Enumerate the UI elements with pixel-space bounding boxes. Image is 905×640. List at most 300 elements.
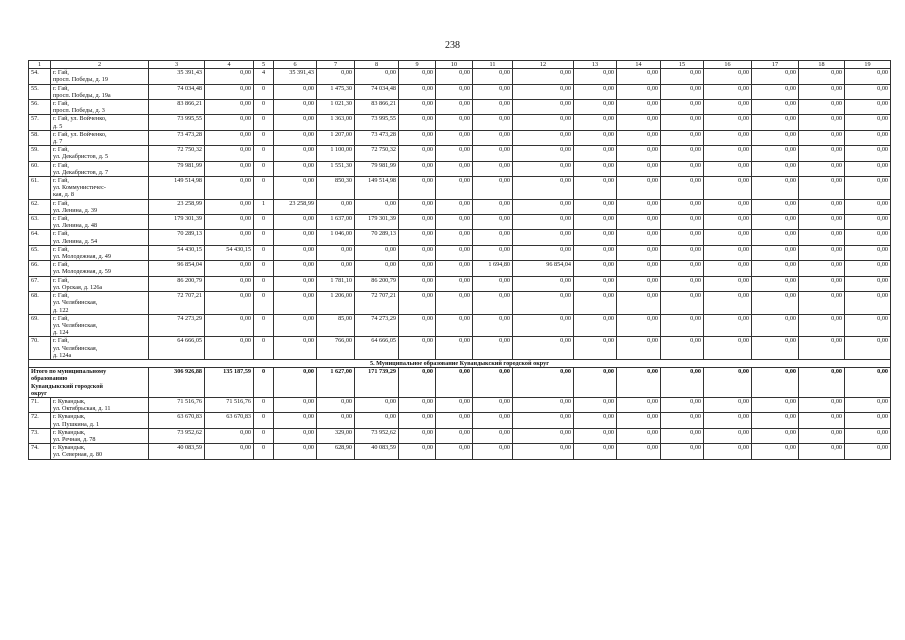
value-cell-c18: 0,00 — [799, 245, 845, 260]
value-cell-c3: 96 854,04 — [149, 261, 205, 276]
value-cell-c3: 63 670,83 — [149, 413, 205, 428]
value-cell-c8: 64 666,05 — [355, 337, 399, 360]
row-number: 58. — [29, 130, 51, 145]
address-cell: г. Гай, ул. Челябинская, д. 124а — [51, 337, 149, 360]
value-cell-c5: 0 — [254, 261, 274, 276]
value-cell-c3: 71 516,76 — [149, 397, 205, 412]
value-cell-c3: 79 981,99 — [149, 161, 205, 176]
total-value-c11: 0,00 — [473, 368, 513, 398]
value-cell-c3: 54 430,15 — [149, 245, 205, 260]
row-number: 66. — [29, 261, 51, 276]
value-cell-c16: 0,00 — [704, 413, 752, 428]
address-cell: г. Кувандык, ул. Речная, д. 78 — [51, 428, 149, 443]
value-cell-c4: 0,00 — [205, 337, 254, 360]
value-cell-c6: 0,00 — [274, 161, 317, 176]
value-cell-c16: 0,00 — [704, 115, 752, 130]
value-cell-c7: 766,00 — [317, 337, 355, 360]
value-cell-c14: 0,00 — [617, 261, 661, 276]
value-cell-c14: 0,00 — [617, 69, 661, 84]
value-cell-c19: 0,00 — [845, 428, 891, 443]
value-cell-c5: 0 — [254, 245, 274, 260]
value-cell-c6: 0,00 — [274, 261, 317, 276]
value-cell-c5: 0 — [254, 84, 274, 99]
value-cell-c6: 0,00 — [274, 276, 317, 291]
value-cell-c5: 0 — [254, 177, 274, 200]
table-row — [29, 100, 891, 115]
value-cell-c14: 0,00 — [617, 215, 661, 230]
column-number: 15 — [661, 61, 704, 69]
value-cell-c17: 0,00 — [752, 215, 799, 230]
value-cell-c13: 0,00 — [574, 276, 617, 291]
value-cell-c5: 0 — [254, 230, 274, 245]
value-cell-c15: 0,00 — [661, 84, 704, 99]
value-cell-c17: 0,00 — [752, 161, 799, 176]
total-value-c6: 0,00 — [274, 368, 317, 398]
row-number: 57. — [29, 115, 51, 130]
value-cell-c5: 0 — [254, 337, 274, 360]
column-number: 6 — [274, 61, 317, 69]
table-row — [29, 397, 891, 412]
value-cell-c6: 0,00 — [274, 245, 317, 260]
total-value-c10: 0,00 — [436, 368, 473, 398]
value-cell-c13: 0,00 — [574, 292, 617, 315]
column-number: 13 — [574, 61, 617, 69]
value-cell-c11: 0,00 — [473, 177, 513, 200]
value-cell-c16: 0,00 — [704, 161, 752, 176]
value-cell-c16: 0,00 — [704, 444, 752, 459]
address-cell: г. Гай, ул. Орская, д. 126а — [51, 276, 149, 291]
table-row — [29, 161, 891, 176]
row-number: 56. — [29, 100, 51, 115]
value-cell-c9: 0,00 — [399, 130, 436, 145]
row-number: 67. — [29, 276, 51, 291]
total-value-c9: 0,00 — [399, 368, 436, 398]
value-cell-c5: 0 — [254, 397, 274, 412]
value-cell-c14: 0,00 — [617, 199, 661, 214]
value-cell-c7: 0,00 — [317, 397, 355, 412]
value-cell-c19: 0,00 — [845, 100, 891, 115]
address-cell: г. Гай, ул. Ленина, д. 39 — [51, 199, 149, 214]
address-cell: г. Гай, ул. Декабристов, д. 7 — [51, 161, 149, 176]
value-cell-c8: 72 750,32 — [355, 146, 399, 161]
value-cell-c17: 0,00 — [752, 177, 799, 200]
value-cell-c17: 0,00 — [752, 100, 799, 115]
address-cell: г. Гай, ул. Челябинская, д. 124 — [51, 314, 149, 337]
value-cell-c10: 0,00 — [436, 337, 473, 360]
value-cell-c13: 0,00 — [574, 146, 617, 161]
value-cell-c13: 0,00 — [574, 397, 617, 412]
value-cell-c18: 0,00 — [799, 413, 845, 428]
total-value-c12: 0,00 — [513, 368, 574, 398]
table-row — [29, 444, 891, 459]
table-row — [29, 215, 891, 230]
value-cell-c11: 0,00 — [473, 130, 513, 145]
table-row — [29, 177, 891, 200]
address-cell: г. Кувандык, ул. Северная, д. 80 — [51, 444, 149, 459]
value-cell-c8: 0,00 — [355, 199, 399, 214]
value-cell-c14: 0,00 — [617, 276, 661, 291]
value-cell-c3: 72 750,32 — [149, 146, 205, 161]
value-cell-c6: 0,00 — [274, 115, 317, 130]
value-cell-c16: 0,00 — [704, 428, 752, 443]
value-cell-c6: 0,00 — [274, 397, 317, 412]
value-cell-c7: 1 475,30 — [317, 84, 355, 99]
value-cell-c15: 0,00 — [661, 199, 704, 214]
value-cell-c7: 1 021,30 — [317, 100, 355, 115]
value-cell-c12: 0,00 — [513, 177, 574, 200]
value-cell-c7: 1 637,00 — [317, 215, 355, 230]
value-cell-c19: 0,00 — [845, 146, 891, 161]
value-cell-c18: 0,00 — [799, 130, 845, 145]
value-cell-c8: 0,00 — [355, 397, 399, 412]
value-cell-c12: 0,00 — [513, 314, 574, 337]
value-cell-c16: 0,00 — [704, 84, 752, 99]
value-cell-c3: 74 273,29 — [149, 314, 205, 337]
value-cell-c6: 0,00 — [274, 314, 317, 337]
value-cell-c18: 0,00 — [799, 199, 845, 214]
value-cell-c6: 0,00 — [274, 292, 317, 315]
value-cell-c4: 0,00 — [205, 276, 254, 291]
value-cell-c4: 0,00 — [205, 84, 254, 99]
value-cell-c14: 0,00 — [617, 115, 661, 130]
total-value-c4: 135 187,59 — [205, 368, 254, 398]
value-cell-c5: 0 — [254, 428, 274, 443]
value-cell-c5: 0 — [254, 130, 274, 145]
value-cell-c10: 0,00 — [436, 84, 473, 99]
value-cell-c12: 0,00 — [513, 276, 574, 291]
value-cell-c18: 0,00 — [799, 69, 845, 84]
value-cell-c10: 0,00 — [436, 215, 473, 230]
value-cell-c15: 0,00 — [661, 428, 704, 443]
value-cell-c5: 0 — [254, 292, 274, 315]
value-cell-c3: 73 995,55 — [149, 115, 205, 130]
value-cell-c15: 0,00 — [661, 444, 704, 459]
value-cell-c18: 0,00 — [799, 177, 845, 200]
value-cell-c4: 0,00 — [205, 199, 254, 214]
value-cell-c16: 0,00 — [704, 199, 752, 214]
value-cell-c19: 0,00 — [845, 215, 891, 230]
column-number: 7 — [317, 61, 355, 69]
value-cell-c17: 0,00 — [752, 84, 799, 99]
value-cell-c15: 0,00 — [661, 397, 704, 412]
value-cell-c19: 0,00 — [845, 130, 891, 145]
value-cell-c14: 0,00 — [617, 161, 661, 176]
value-cell-c16: 0,00 — [704, 69, 752, 84]
row-number: 55. — [29, 84, 51, 99]
value-cell-c18: 0,00 — [799, 428, 845, 443]
value-cell-c6: 0,00 — [274, 146, 317, 161]
value-cell-c12: 0,00 — [513, 444, 574, 459]
value-cell-c15: 0,00 — [661, 161, 704, 176]
value-cell-c9: 0,00 — [399, 199, 436, 214]
value-cell-c10: 0,00 — [436, 230, 473, 245]
table-row — [29, 230, 891, 245]
value-cell-c5: 0 — [254, 115, 274, 130]
value-cell-c15: 0,00 — [661, 314, 704, 337]
value-cell-c17: 0,00 — [752, 130, 799, 145]
address-cell: г. Кувандык, ул. Октябрьская, д. 11 — [51, 397, 149, 412]
value-cell-c17: 0,00 — [752, 199, 799, 214]
table-row — [29, 261, 891, 276]
value-cell-c12: 0,00 — [513, 100, 574, 115]
address-cell: г. Гай, ул. Войченко, д. 7 — [51, 130, 149, 145]
value-cell-c11: 0,00 — [473, 397, 513, 412]
value-cell-c10: 0,00 — [436, 245, 473, 260]
value-cell-c8: 0,00 — [355, 69, 399, 84]
value-cell-c10: 0,00 — [436, 397, 473, 412]
value-cell-c5: 4 — [254, 69, 274, 84]
value-cell-c15: 0,00 — [661, 215, 704, 230]
value-cell-c19: 0,00 — [845, 115, 891, 130]
value-cell-c12: 96 854,04 — [513, 261, 574, 276]
table-row — [29, 276, 891, 291]
table-row — [29, 146, 891, 161]
value-cell-c4: 0,00 — [205, 428, 254, 443]
value-cell-c11: 0,00 — [473, 245, 513, 260]
row-number: 69. — [29, 314, 51, 337]
value-cell-c18: 0,00 — [799, 230, 845, 245]
table-row — [29, 314, 891, 337]
value-cell-c13: 0,00 — [574, 314, 617, 337]
value-cell-c6: 35 391,43 — [274, 69, 317, 84]
value-cell-c12: 0,00 — [513, 146, 574, 161]
value-cell-c15: 0,00 — [661, 100, 704, 115]
value-cell-c19: 0,00 — [845, 337, 891, 360]
value-cell-c13: 0,00 — [574, 261, 617, 276]
column-number: 9 — [399, 61, 436, 69]
address-cell: г. Гай, ул. Декабристов, д. 5 — [51, 146, 149, 161]
value-cell-c7: 1 781,10 — [317, 276, 355, 291]
value-cell-c18: 0,00 — [799, 215, 845, 230]
value-cell-c7: 1 207,00 — [317, 130, 355, 145]
value-cell-c19: 0,00 — [845, 276, 891, 291]
value-cell-c17: 0,00 — [752, 245, 799, 260]
value-cell-c16: 0,00 — [704, 230, 752, 245]
address-cell: г. Гай, ул. Войченко, д. 5 — [51, 115, 149, 130]
value-cell-c6: 23 258,99 — [274, 199, 317, 214]
value-cell-c11: 0,00 — [473, 115, 513, 130]
value-cell-c15: 0,00 — [661, 69, 704, 84]
value-cell-c16: 0,00 — [704, 100, 752, 115]
column-number-row — [29, 61, 891, 69]
value-cell-c3: 86 200,79 — [149, 276, 205, 291]
total-value-c13: 0,00 — [574, 368, 617, 398]
value-cell-c16: 0,00 — [704, 314, 752, 337]
total-value-c19: 0,00 — [845, 368, 891, 398]
value-cell-c10: 0,00 — [436, 69, 473, 84]
row-number: 59. — [29, 146, 51, 161]
section-row — [29, 359, 891, 367]
value-cell-c14: 0,00 — [617, 337, 661, 360]
value-cell-c12: 0,00 — [513, 337, 574, 360]
value-cell-c18: 0,00 — [799, 292, 845, 315]
address-cell: г. Кувандык, ул. Пушкина, д. 1 — [51, 413, 149, 428]
value-cell-c18: 0,00 — [799, 314, 845, 337]
value-cell-c6: 0,00 — [274, 100, 317, 115]
value-cell-c9: 0,00 — [399, 230, 436, 245]
value-cell-c6: 0,00 — [274, 177, 317, 200]
value-cell-c15: 0,00 — [661, 130, 704, 145]
address-cell: г. Гай, ул. Ленина, д. 54 — [51, 230, 149, 245]
value-cell-c7: 1 100,00 — [317, 146, 355, 161]
column-number: 5 — [254, 61, 274, 69]
value-cell-c3: 73 952,62 — [149, 428, 205, 443]
value-cell-c8: 72 707,21 — [355, 292, 399, 315]
value-cell-c3: 149 514,98 — [149, 177, 205, 200]
total-value-c18: 0,00 — [799, 368, 845, 398]
value-cell-c9: 0,00 — [399, 276, 436, 291]
value-cell-c11: 0,00 — [473, 444, 513, 459]
value-cell-c11: 0,00 — [473, 100, 513, 115]
value-cell-c13: 0,00 — [574, 199, 617, 214]
value-cell-c13: 0,00 — [574, 177, 617, 200]
value-cell-c19: 0,00 — [845, 397, 891, 412]
value-cell-c15: 0,00 — [661, 337, 704, 360]
total-value-c7: 1 627,00 — [317, 368, 355, 398]
value-cell-c16: 0,00 — [704, 177, 752, 200]
value-cell-c17: 0,00 — [752, 292, 799, 315]
value-cell-c14: 0,00 — [617, 177, 661, 200]
value-cell-c4: 0,00 — [205, 69, 254, 84]
row-number: 68. — [29, 292, 51, 315]
table-row — [29, 130, 891, 145]
value-cell-c10: 0,00 — [436, 161, 473, 176]
value-cell-c14: 0,00 — [617, 413, 661, 428]
value-cell-c3: 83 866,21 — [149, 100, 205, 115]
value-cell-c17: 0,00 — [752, 230, 799, 245]
value-cell-c8: 179 301,39 — [355, 215, 399, 230]
value-cell-c11: 0,00 — [473, 428, 513, 443]
value-cell-c17: 0,00 — [752, 413, 799, 428]
value-cell-c16: 0,00 — [704, 146, 752, 161]
value-cell-c11: 0,00 — [473, 413, 513, 428]
value-cell-c8: 73 952,62 — [355, 428, 399, 443]
value-cell-c13: 0,00 — [574, 115, 617, 130]
value-cell-c6: 0,00 — [274, 130, 317, 145]
row-number: 65. — [29, 245, 51, 260]
value-cell-c15: 0,00 — [661, 146, 704, 161]
total-value-c16: 0,00 — [704, 368, 752, 398]
value-cell-c11: 0,00 — [473, 69, 513, 84]
value-cell-c14: 0,00 — [617, 146, 661, 161]
value-cell-c18: 0,00 — [799, 444, 845, 459]
value-cell-c5: 0 — [254, 100, 274, 115]
value-cell-c18: 0,00 — [799, 161, 845, 176]
value-cell-c13: 0,00 — [574, 130, 617, 145]
value-cell-c14: 0,00 — [617, 428, 661, 443]
value-cell-c6: 0,00 — [274, 413, 317, 428]
value-cell-c5: 0 — [254, 161, 274, 176]
value-cell-c7: 329,00 — [317, 428, 355, 443]
value-cell-c13: 0,00 — [574, 69, 617, 84]
value-cell-c10: 0,00 — [436, 276, 473, 291]
value-cell-c4: 0,00 — [205, 215, 254, 230]
table-row — [29, 115, 891, 130]
value-cell-c10: 0,00 — [436, 428, 473, 443]
value-cell-c8: 40 083,59 — [355, 444, 399, 459]
value-cell-c12: 0,00 — [513, 413, 574, 428]
table-body — [29, 61, 891, 460]
value-cell-c9: 0,00 — [399, 161, 436, 176]
table-row — [29, 84, 891, 99]
value-cell-c16: 0,00 — [704, 337, 752, 360]
value-cell-c7: 628,90 — [317, 444, 355, 459]
value-cell-c16: 0,00 — [704, 130, 752, 145]
column-number: 17 — [752, 61, 799, 69]
value-cell-c18: 0,00 — [799, 337, 845, 360]
value-cell-c18: 0,00 — [799, 261, 845, 276]
value-cell-c11: 0,00 — [473, 337, 513, 360]
value-cell-c9: 0,00 — [399, 413, 436, 428]
column-number: 2 — [51, 61, 149, 69]
value-cell-c7: 0,00 — [317, 69, 355, 84]
value-cell-c17: 0,00 — [752, 314, 799, 337]
value-cell-c17: 0,00 — [752, 337, 799, 360]
row-number: 62. — [29, 199, 51, 214]
column-number: 16 — [704, 61, 752, 69]
column-number: 11 — [473, 61, 513, 69]
total-row — [29, 368, 891, 398]
value-cell-c14: 0,00 — [617, 100, 661, 115]
value-cell-c9: 0,00 — [399, 397, 436, 412]
column-number: 12 — [513, 61, 574, 69]
table-row — [29, 245, 891, 260]
value-cell-c11: 0,00 — [473, 215, 513, 230]
value-cell-c17: 0,00 — [752, 444, 799, 459]
value-cell-c15: 0,00 — [661, 261, 704, 276]
address-cell: г. Гай, ул. Челябинская, д. 122 — [51, 292, 149, 315]
value-cell-c10: 0,00 — [436, 199, 473, 214]
value-cell-c12: 0,00 — [513, 215, 574, 230]
value-cell-c12: 0,00 — [513, 130, 574, 145]
column-number: 10 — [436, 61, 473, 69]
row-number: 63. — [29, 215, 51, 230]
value-cell-c3: 40 083,59 — [149, 444, 205, 459]
value-cell-c14: 0,00 — [617, 314, 661, 337]
value-cell-c6: 0,00 — [274, 444, 317, 459]
value-cell-c5: 0 — [254, 444, 274, 459]
row-number: 70. — [29, 337, 51, 360]
value-cell-c10: 0,00 — [436, 130, 473, 145]
value-cell-c13: 0,00 — [574, 100, 617, 115]
value-cell-c14: 0,00 — [617, 444, 661, 459]
value-cell-c7: 1 363,00 — [317, 115, 355, 130]
value-cell-c3: 70 289,13 — [149, 230, 205, 245]
value-cell-c10: 0,00 — [436, 444, 473, 459]
value-cell-c5: 0 — [254, 215, 274, 230]
value-cell-c8: 74 034,48 — [355, 84, 399, 99]
value-cell-c16: 0,00 — [704, 397, 752, 412]
value-cell-c15: 0,00 — [661, 245, 704, 260]
value-cell-c7: 0,00 — [317, 199, 355, 214]
value-cell-c4: 0,00 — [205, 115, 254, 130]
value-cell-c14: 0,00 — [617, 84, 661, 99]
table-row — [29, 428, 891, 443]
value-cell-c3: 72 707,21 — [149, 292, 205, 315]
value-cell-c11: 0,00 — [473, 199, 513, 214]
value-cell-c15: 0,00 — [661, 292, 704, 315]
column-number: 1 — [29, 61, 51, 69]
value-cell-c11: 0,00 — [473, 84, 513, 99]
value-cell-c12: 0,00 — [513, 292, 574, 315]
total-label: Итого по муниципальному образованию Кувандыкский городской округ — [29, 368, 149, 398]
value-cell-c10: 0,00 — [436, 177, 473, 200]
value-cell-c9: 0,00 — [399, 69, 436, 84]
value-cell-c11: 1 694,80 — [473, 261, 513, 276]
value-cell-c19: 0,00 — [845, 261, 891, 276]
value-cell-c10: 0,00 — [436, 100, 473, 115]
value-cell-c16: 0,00 — [704, 276, 752, 291]
